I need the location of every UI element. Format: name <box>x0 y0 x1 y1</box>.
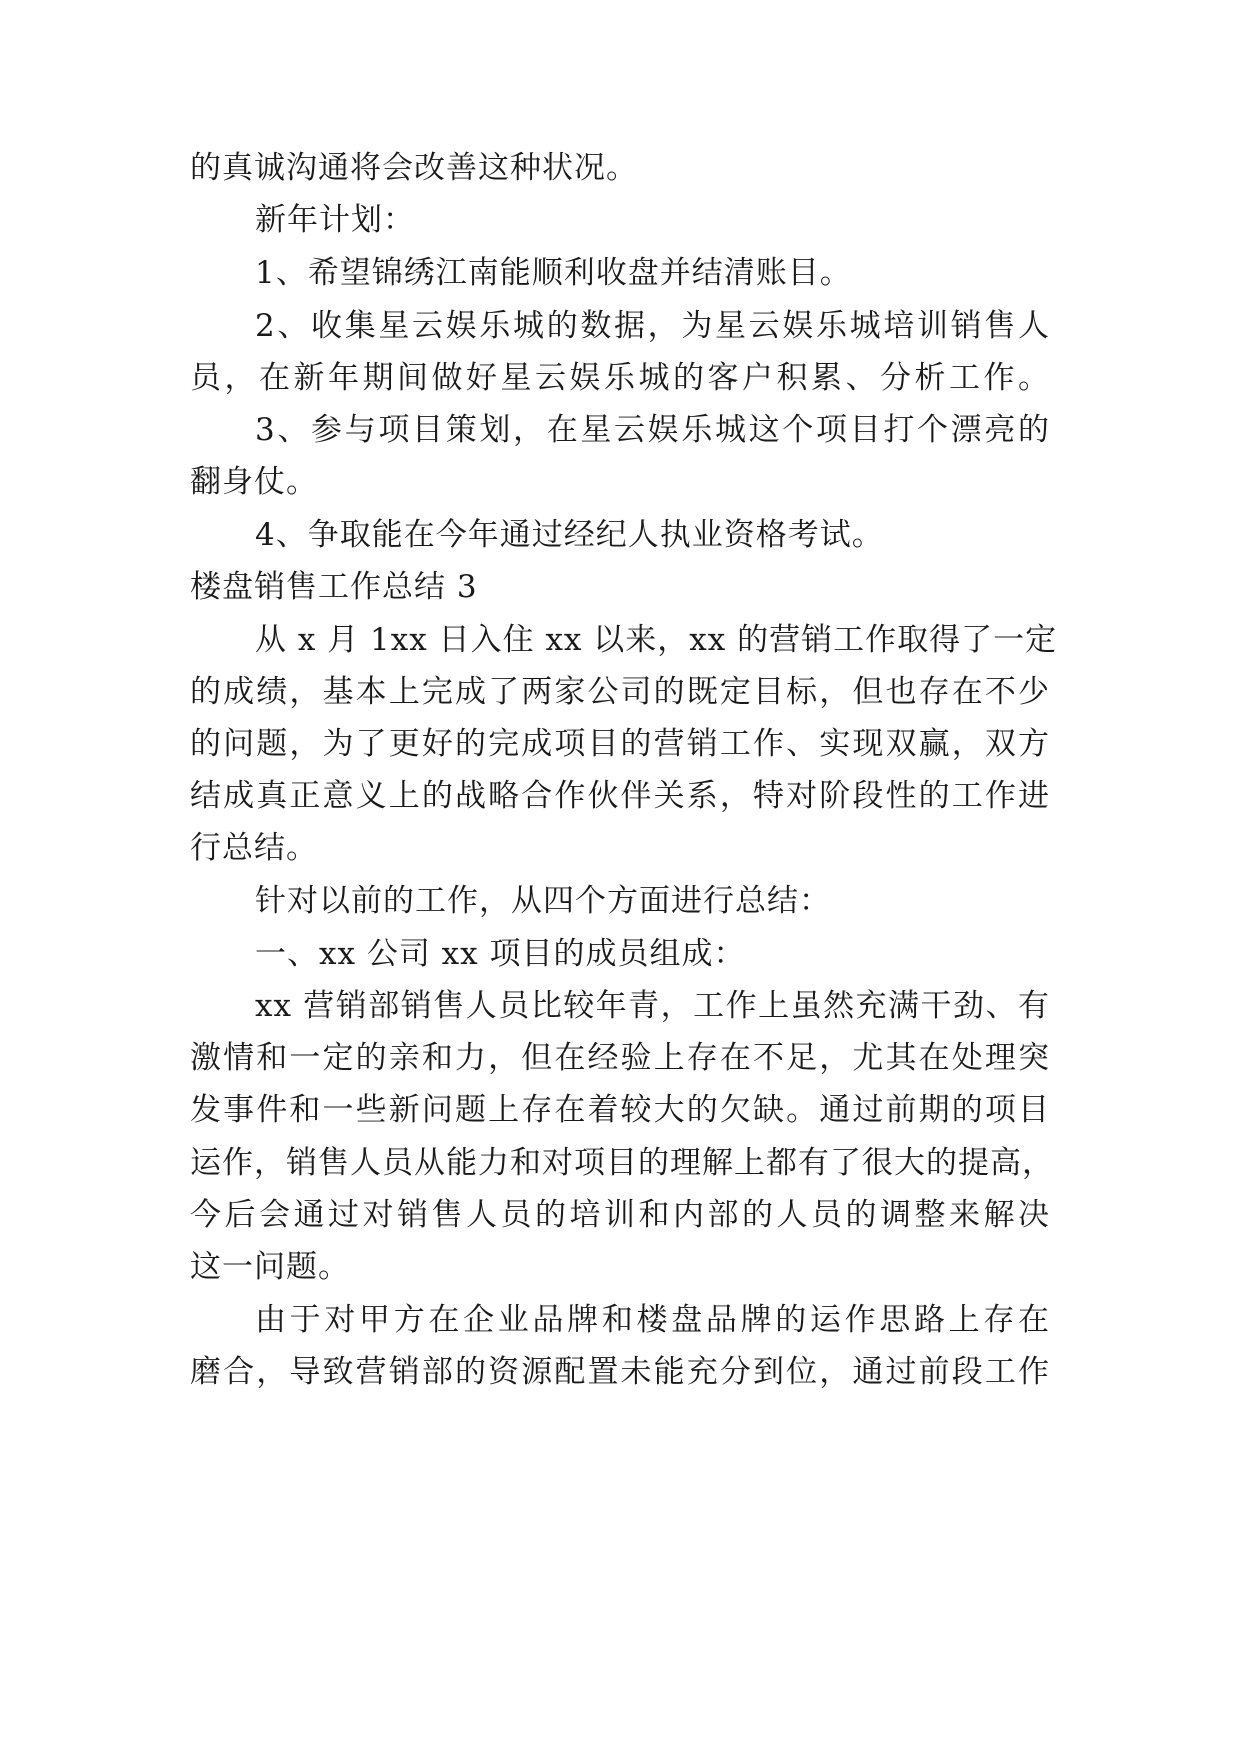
text-line: 的真诚沟通将会改善这种状况。 <box>190 150 638 186</box>
list-item: 1、希望锦绣江南能顺利收盘并结清账目。 <box>255 255 852 291</box>
paragraph-line: 结成真正意义上的战略合作伙伴关系，特对阶段性的工作进 <box>190 778 1050 814</box>
paragraph-line: 激情和一定的亲和力，但在经验上存在不足，尤其在处理突 <box>190 1040 1050 1076</box>
list-item: 3、参与项目策划，在星云娱乐城这个项目打个漂亮的 <box>255 412 1050 448</box>
paragraph-line: xx 营销部销售人员比较年青，工作上虽然充满干劲、有 <box>255 988 1050 1024</box>
paragraph-line: 由于对甲方在企业品牌和楼盘品牌的运作思路上存在 <box>255 1302 1050 1338</box>
text-line: 翻身仗。 <box>190 464 318 500</box>
text-line: 员，在新年期间做好星云娱乐城的客户积累、分析工作。 <box>190 360 1050 396</box>
paragraph-line: 发事件和一些新问题上存在着较大的欠缺。通过前期的项目 <box>190 1092 1050 1128</box>
section-title: 楼盘销售工作总结 3 <box>190 569 478 605</box>
list-item: 2、收集星云娱乐城的数据，为星云娱乐城培训销售人 <box>255 308 1050 344</box>
section-heading: 新年计划： <box>255 202 415 238</box>
paragraph-line: 行总结。 <box>190 830 318 866</box>
list-item: 4、争取能在今年通过经纪人执业资格考试。 <box>255 517 884 553</box>
paragraph-line: 今后会通过对销售人员的培训和内部的人员的调整来解决 <box>190 1197 1050 1233</box>
paragraph-line: 的成绩，基本上完成了两家公司的既定目标，但也存在不少 <box>190 674 1050 710</box>
paragraph-line: 从 x 月 1xx 日入住 xx 以来，xx 的营销工作取得了一定 <box>255 622 1058 658</box>
paragraph-line: 针对以前的工作，从四个方面进行总结： <box>255 883 831 919</box>
paragraph-line: 磨合，导致营销部的资源配置未能充分到位，通过前段工作 <box>190 1354 1050 1390</box>
paragraph-line: 这一问题。 <box>190 1249 350 1285</box>
paragraph-line: 的问题，为了更好的完成项目的营销工作、实现双赢，双方 <box>190 726 1050 762</box>
paragraph-line: 运作，销售人员从能力和对项目的理解上都有了很大的提高， <box>190 1145 1054 1181</box>
subsection-heading: 一、xx 公司 xx 项目的成员组成： <box>255 936 746 972</box>
